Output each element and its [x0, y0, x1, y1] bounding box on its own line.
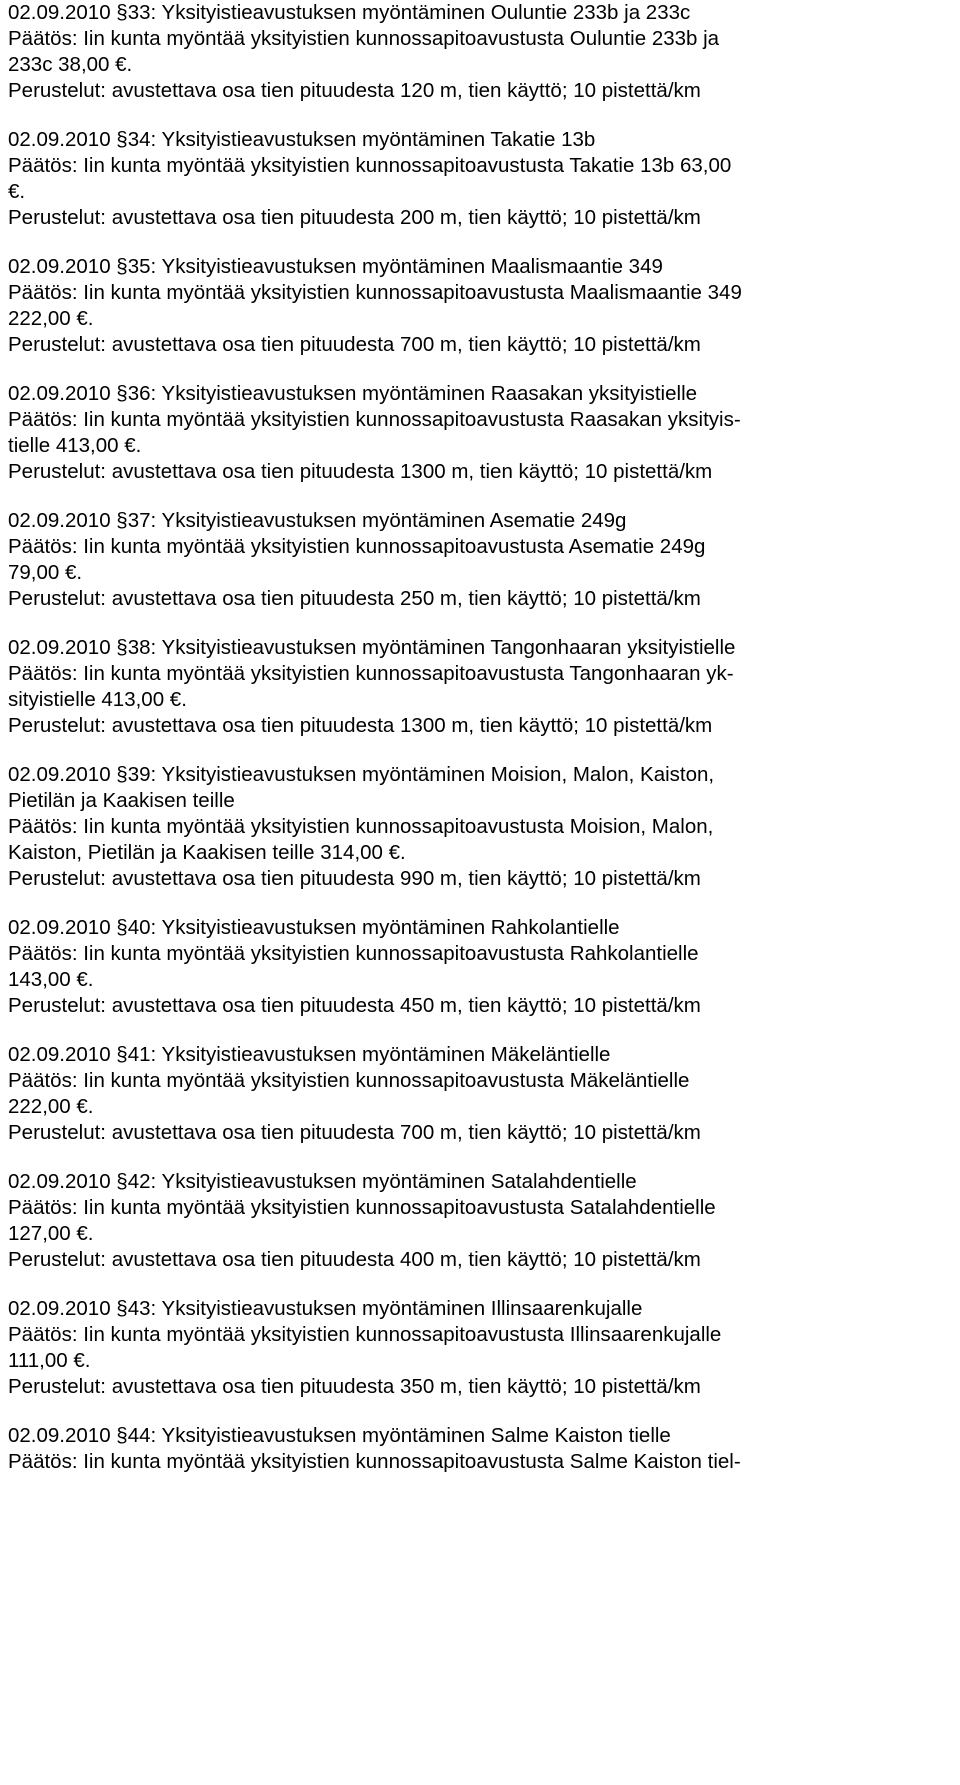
entry-heading: 02.09.2010 §44: Yksityistieavustuksen myöntäminen Salme Kaiston tielle [8, 1424, 671, 1447]
entry-heading: 02.09.2010 §42: Yksityistieavustuksen myöntäminen Satalahdentielle [8, 1170, 637, 1193]
entry-justification: Perustelut: avustettava osa tien pituudesta 120 m, tien käyttö; 10 pistettä/km [8, 79, 701, 102]
entry-decision-text: Päätös: Iin kunta myöntää yksityistien kunnossapitoavustusta Salme Kaiston tiel- [8, 1450, 741, 1473]
entry-justification: Perustelut: avustettava osa tien pituudesta 1300 m, tien käyttö; 10 pistettä/km [8, 460, 713, 483]
decision-entry [8, 1296, 956, 1400]
entry-decision-text: 222,00 €. [8, 1095, 94, 1118]
entry-decision-text: Päätös: Iin kunta myöntää yksityistien kunnossapitoavustusta Ouluntie 233b ja [8, 27, 720, 50]
entry-justification: Perustelut: avustettava osa tien pituudesta 700 m, tien käyttö; 10 pistettä/km [8, 1121, 701, 1144]
decision-entry [8, 1042, 956, 1146]
entry-decision-text: tielle 413,00 €. [8, 434, 142, 457]
decision-entry [8, 762, 956, 892]
decision-entry [8, 635, 956, 739]
entry-decision-text: Kaiston, Pietilän ja Kaakisen teille 314,00 €. [8, 841, 406, 864]
entry-decision-text: Päätös: Iin kunta myöntää yksityistien kunnossapitoavustusta Mäkeläntielle [8, 1069, 690, 1092]
entry-justification: Perustelut: avustettava osa tien pituudesta 250 m, tien käyttö; 10 pistettä/km [8, 587, 701, 610]
entry-decision-text: 127,00 €. [8, 1222, 94, 1245]
entry-heading: 02.09.2010 §35: Yksityistieavustuksen myöntäminen Maalismaantie 349 [8, 255, 663, 278]
entry-justification: Perustelut: avustettava osa tien pituudesta 350 m, tien käyttö; 10 pistettä/km [8, 1375, 701, 1398]
entry-justification: Perustelut: avustettava osa tien pituudesta 450 m, tien käyttö; 10 pistettä/km [8, 994, 701, 1017]
entry-decision-text: Päätös: Iin kunta myöntää yksityistien kunnossapitoavustusta Takatie 13b 63,00 [8, 154, 732, 177]
entry-decision-text: Päätös: Iin kunta myöntää yksityistien kunnossapitoavustusta Maalismaantie 349 [8, 281, 742, 304]
entry-justification: Perustelut: avustettava osa tien pituudesta 990 m, tien käyttö; 10 pistettä/km [8, 867, 701, 890]
entry-justification: Perustelut: avustettava osa tien pituudesta 1300 m, tien käyttö; 10 pistettä/km [8, 714, 713, 737]
entry-decision-text: Pietilän ja Kaakisen teille [8, 789, 235, 812]
decision-entry [8, 127, 956, 231]
entry-decision-text: 143,00 €. [8, 968, 94, 991]
entry-decision-text: Päätös: Iin kunta myöntää yksityistien kunnossapitoavustusta Illinsaarenkujalle [8, 1323, 722, 1346]
entry-decision-text: 111,00 €. [8, 1349, 91, 1372]
entry-justification: Perustelut: avustettava osa tien pituudesta 200 m, tien käyttö; 10 pistettä/km [8, 206, 701, 229]
entry-decision-text: sityistielle 413,00 €. [8, 688, 187, 711]
entry-heading: 02.09.2010 §36: Yksityistieavustuksen myöntäminen Raasakan yksityistielle [8, 382, 698, 405]
entry-heading: 02.09.2010 §34: Yksityistieavustuksen myöntäminen Takatie 13b [8, 128, 596, 151]
decision-entry [8, 508, 956, 612]
entry-decision-text: Päätös: Iin kunta myöntää yksityistien kunnossapitoavustusta Tangonhaaran yk- [8, 662, 734, 685]
entry-decision-text: Päätös: Iin kunta myöntää yksityistien kunnossapitoavustusta Rahkolantielle [8, 942, 699, 965]
decision-entry [8, 915, 956, 1019]
decision-entry [8, 254, 956, 358]
entry-decision-text: Päätös: Iin kunta myöntää yksityistien kunnossapitoavustusta Raasakan yksityis- [8, 408, 741, 431]
entry-justification: Perustelut: avustettava osa tien pituudesta 400 m, tien käyttö; 10 pistettä/km [8, 1248, 701, 1271]
decision-entry [8, 0, 956, 104]
decision-entry [8, 1423, 956, 1475]
entry-heading: 02.09.2010 §39: Yksityistieavustuksen myöntäminen Moision, Malon, Kaiston, [8, 763, 715, 786]
entry-decision-text: Päätös: Iin kunta myöntää yksityistien kunnossapitoavustusta Satalahdentielle [8, 1196, 716, 1219]
entry-decision-text: 233c 38,00 €. [8, 53, 133, 76]
entry-heading: 02.09.2010 §41: Yksityistieavustuksen myöntäminen Mäkeläntielle [8, 1043, 611, 1066]
entry-decision-text: €. [8, 180, 26, 203]
entry-heading: 02.09.2010 §43: Yksityistieavustuksen myöntäminen Illinsaarenkujalle [8, 1297, 643, 1320]
entry-heading: 02.09.2010 §33: Yksityistieavustuksen myöntäminen Ouluntie 233b ja 233c [8, 1, 691, 24]
entry-decision-text: 79,00 €. [8, 561, 83, 584]
entry-justification: Perustelut: avustettava osa tien pituudesta 700 m, tien käyttö; 10 pistettä/km [8, 333, 701, 356]
entry-heading: 02.09.2010 §37: Yksityistieavustuksen myöntäminen Asematie 249g [8, 509, 627, 532]
entry-decision-text: Päätös: Iin kunta myöntää yksityistien kunnossapitoavustusta Moision, Malon, [8, 815, 714, 838]
decision-entry [8, 1169, 956, 1273]
document-page [8, 0, 956, 1498]
entry-heading: 02.09.2010 §38: Yksityistieavustuksen myöntäminen Tangonhaaran yksityistielle [8, 636, 736, 659]
decision-entry [8, 381, 956, 485]
entry-heading: 02.09.2010 §40: Yksityistieavustuksen myöntäminen Rahkolantielle [8, 916, 620, 939]
entry-decision-text: 222,00 €. [8, 307, 94, 330]
entry-decision-text: Päätös: Iin kunta myöntää yksityistien kunnossapitoavustusta Asematie 249g [8, 535, 706, 558]
